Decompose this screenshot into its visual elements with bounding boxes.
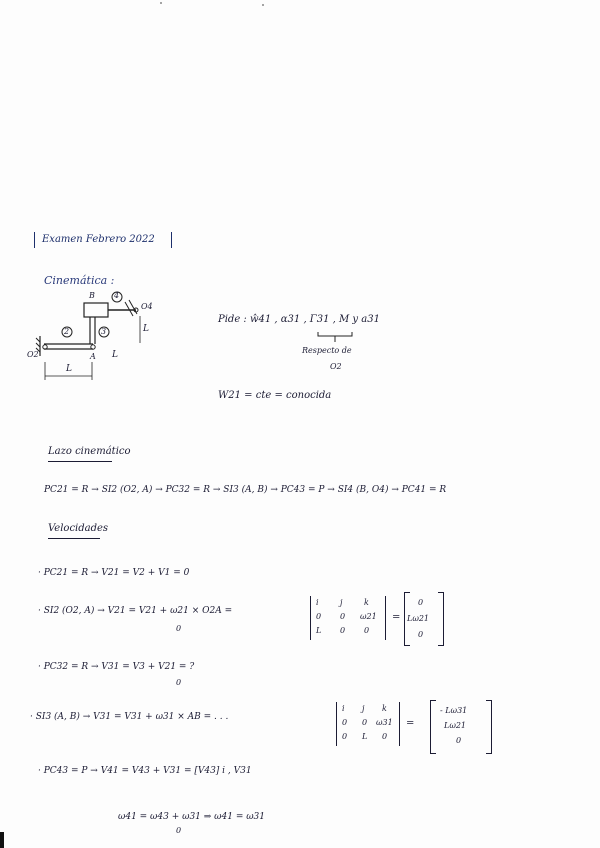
m2-cell: ω31 bbox=[376, 718, 393, 727]
v1-cell: Lω21 bbox=[407, 614, 430, 623]
m2-cell: j bbox=[362, 704, 365, 713]
m1-cell: j bbox=[340, 598, 343, 607]
equals-2: = bbox=[406, 718, 415, 729]
lazo-underline bbox=[48, 461, 112, 462]
velocidad-line-2: · SI2 (O2, A) → V21 = V21 + ω21 × O2A = bbox=[38, 606, 233, 616]
vector-1-right bbox=[438, 592, 444, 646]
scan-edge-mark bbox=[0, 832, 4, 848]
vector-2-right bbox=[486, 700, 492, 754]
m2-cell: 0 bbox=[382, 732, 388, 741]
m1-cell: i bbox=[316, 598, 319, 607]
label-2: 2 bbox=[64, 327, 70, 336]
velocidad-line-1: · PC21 = R → V21 = V2 + V1 = 0 bbox=[38, 568, 190, 578]
lazo-heading: Lazo cinemático bbox=[48, 446, 131, 457]
equals-1: = bbox=[392, 612, 401, 623]
v1-cell: 0 bbox=[418, 630, 424, 639]
velocidad-line-6-zero: 0 bbox=[176, 826, 182, 835]
m1-cell: k bbox=[364, 598, 369, 607]
document-title: Examen Febrero 2022 bbox=[42, 234, 155, 245]
m1-cell: 0 bbox=[340, 626, 346, 635]
m2-cell: 0 bbox=[362, 718, 368, 727]
m2-cell: 0 bbox=[342, 732, 348, 741]
label-o2: O2 bbox=[27, 350, 39, 359]
w21-statement: W21 = cte = conocida bbox=[218, 390, 332, 401]
v2-cell: Lω21 bbox=[444, 721, 467, 730]
label-l-right: L bbox=[112, 350, 118, 360]
velocidad-line-2-zero: 0 bbox=[176, 624, 182, 633]
m2-cell: L bbox=[362, 732, 368, 741]
velocidad-line-3: · PC32 = R → V31 = V3 + V21 = ? bbox=[38, 662, 195, 672]
label-a: A bbox=[90, 352, 96, 361]
pide-statement: Pide : ŵ41 , α31 , Γ31 , M y a31 bbox=[218, 314, 380, 325]
velocidad-line-5: · PC43 = P → V41 = V43 + V31 = [V43] i , V31 bbox=[38, 766, 252, 776]
respecto-de: Respecto de bbox=[302, 346, 352, 355]
m1-cell: 0 bbox=[316, 612, 322, 621]
label-4: 4 bbox=[114, 291, 120, 300]
m1-cell: 0 bbox=[364, 626, 370, 635]
velocidad-line-3-zero: 0 bbox=[176, 678, 182, 687]
v1-cell: 0 bbox=[418, 598, 424, 607]
m2-cell: i bbox=[342, 704, 345, 713]
velocidades-underline bbox=[48, 538, 100, 539]
v2-cell: 0 bbox=[456, 736, 462, 745]
section-cinematica: Cinemática : bbox=[44, 274, 115, 287]
m1-cell: L bbox=[316, 626, 322, 635]
respecto-o2: O2 bbox=[330, 362, 342, 371]
v2-cell: - Lω31 bbox=[440, 706, 468, 715]
label-l-vertical: L bbox=[143, 324, 149, 334]
m2-cell: k bbox=[382, 704, 387, 713]
label-o4: O4 bbox=[141, 302, 153, 311]
velocidad-line-4: · SI3 (A, B) → V31 = V31 + ω31 × AB = . . . bbox=[30, 712, 229, 722]
lazo-chain: PC21 = R → SI2 (O2, A) → PC32 = R → SI3 (A, B) → PC43 = P → SI4 (B, O4) → PC41 = R bbox=[44, 485, 447, 495]
velocidad-line-6: ω41 = ω43 + ω31 ⇒ ω41 = ω31 bbox=[118, 812, 266, 822]
label-b: B bbox=[89, 291, 95, 300]
label-l-bottom: L bbox=[66, 364, 72, 374]
velocidades-heading: Velocidades bbox=[48, 523, 109, 534]
vector-2-left bbox=[430, 700, 436, 754]
m1-cell: ω21 bbox=[360, 612, 377, 621]
label-3: 3 bbox=[101, 327, 107, 336]
m2-cell: 0 bbox=[342, 718, 348, 727]
m1-cell: 0 bbox=[340, 612, 346, 621]
